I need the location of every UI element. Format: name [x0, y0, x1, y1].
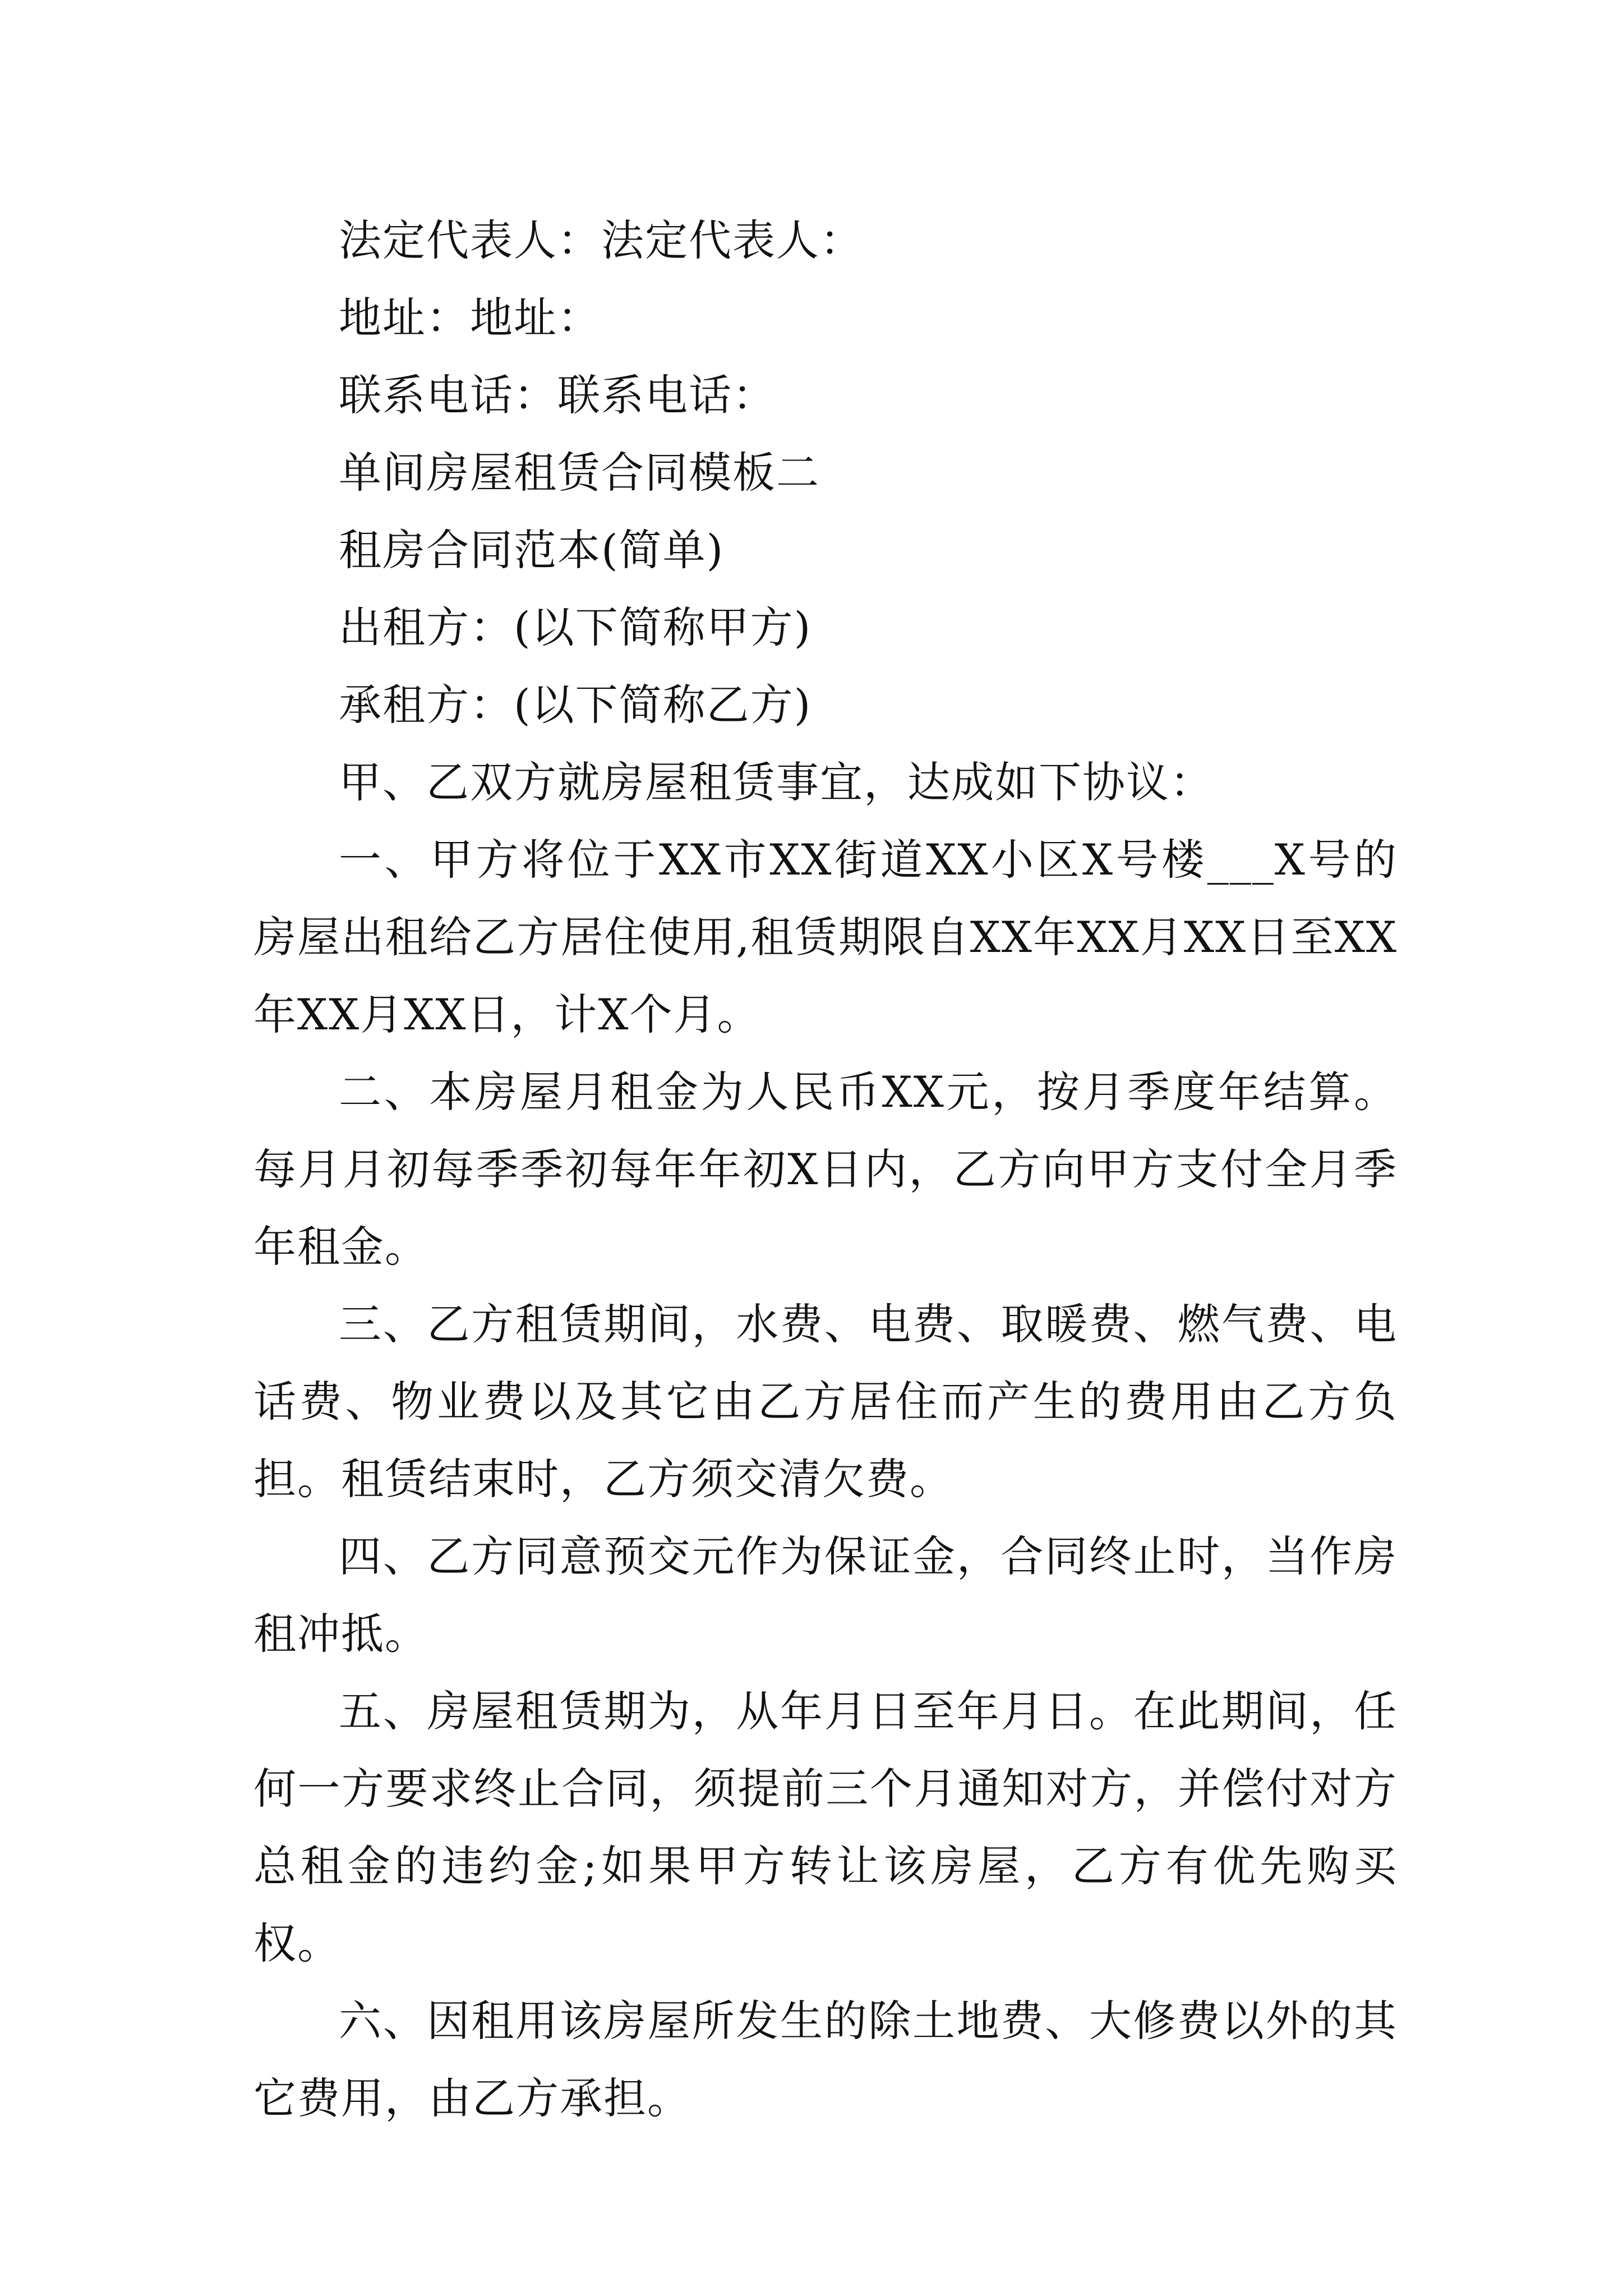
legal-representative-line: 法定代表人：法定代表人： — [339, 215, 864, 265]
contract-subtitle: 租房合同范本(简单) — [339, 525, 725, 575]
contract-title: 单间房屋租赁合同模板二 — [339, 448, 820, 498]
lessee-line: 承租方：(以下简称乙方) — [339, 680, 812, 730]
clause-5: 五、房屋租赁期为，从年月日至年月日。在此期间，任何一方要求终止合同，须提前三个月通知对方，并偿付对方总租金的违约金;如果甲方转让该房屋，乙方有优先购买权。 — [253, 1686, 1398, 1968]
document-body — [253, 202, 1398, 2137]
clause-6: 六、因租用该房屋所发生的除土地费、大修费以外的其它费用，由乙方承担。 — [253, 1996, 1398, 2123]
address-line: 地址：地址： — [339, 293, 601, 343]
phone-line: 联系电话：联系电话： — [339, 370, 776, 420]
clause-3: 三、乙方租赁期间，水费、电费、取暖费、燃气费、电话费、物业费以及其它由乙方居住而产生的费用由乙方负担。租赁结束时，乙方须交清欠费。 — [253, 1299, 1398, 1504]
clause-1: 一、甲方将位于XX市XX街道XX小区X号楼___X号的房屋出租给乙方居住使用,租赁期限自XX年XX月XX日至XX年XX月XX日，计X个月。 — [253, 835, 1398, 1039]
agreement-intro: 甲、乙双方就房屋租赁事宜，达成如下协议： — [339, 757, 1214, 807]
clause-2: 二、本房屋月租金为人民币XX元，按月季度年结算。每月月初每季季初每年年初X日内，乙方向甲方支付全月季年租金。 — [253, 1067, 1398, 1272]
lessor-line: 出租方：(以下简称甲方) — [339, 602, 812, 652]
clause-4: 四、乙方同意预交元作为保证金，合同终止时，当作房租冲抵。 — [253, 1531, 1398, 1659]
